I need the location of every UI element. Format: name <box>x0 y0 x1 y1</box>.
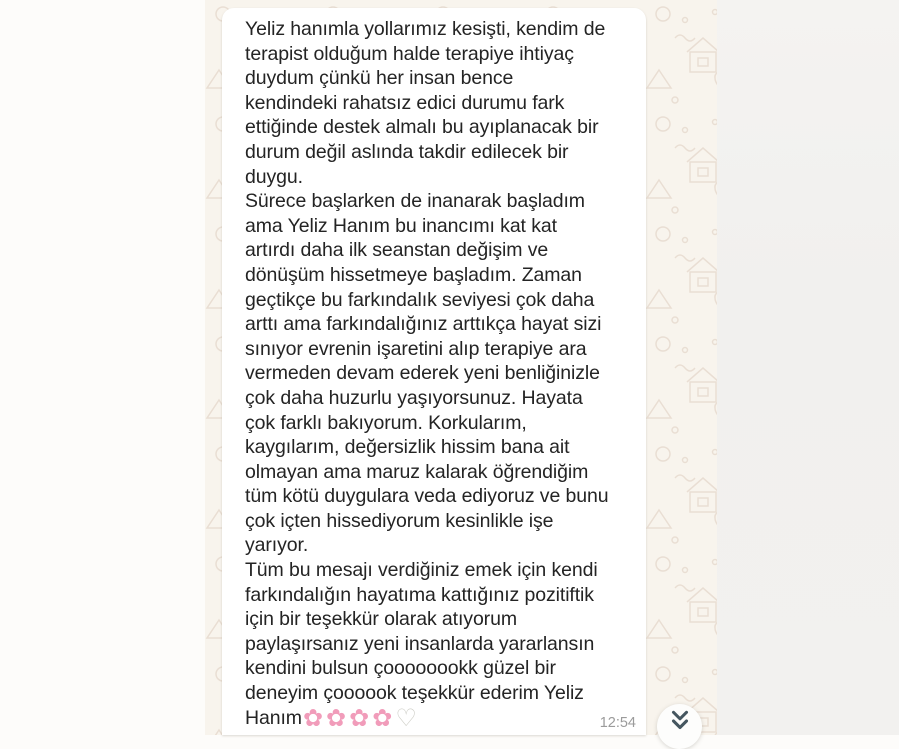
message-line-text: duygu. <box>245 165 303 188</box>
message-line-text: çok farklı bakıyorum. Korkularım, <box>245 411 527 434</box>
message-line-text: tüm kötü duygulara veda ediyoruz ve bunu <box>245 485 609 508</box>
message-line-text: için bir teşekkür olarak atıyorum <box>245 608 517 631</box>
message-line <box>245 533 640 558</box>
message-line <box>245 140 640 165</box>
message-line-text: olmayan ama maruz kalarak öğrendiğim <box>245 460 589 483</box>
message-line-text: kendindeki rahatsız edici durumu fark <box>245 91 565 114</box>
message-line-text: Yeliz hanımla yollarımız kesişti, kendim de <box>245 18 606 40</box>
message-bubble[interactable] <box>222 8 646 735</box>
message-line <box>245 189 640 214</box>
message-line-text: Sürece başlarken de inanarak başladım <box>245 190 585 213</box>
message-line-text: artırdı daha ilk seanstan değişim ve <box>245 239 549 262</box>
message-line <box>245 91 640 116</box>
message-line-text: yarıyor. <box>245 534 309 557</box>
message-line <box>245 361 640 386</box>
message-line-text: Hanım <box>245 706 302 729</box>
message-line-text: kaygılarım, değersizlik hissim bana ait <box>245 436 570 459</box>
message-line <box>245 607 640 632</box>
message-line-text: ettiğinde destek almalı bu ayıplanacak bir <box>245 116 599 139</box>
chevron-double-down-icon <box>667 708 693 734</box>
message-line <box>245 165 640 190</box>
message-line-text: çok içten hissediyorum kesinlikle işe <box>245 509 554 532</box>
message-line-text: duydum çünkü her insan bence <box>245 67 514 90</box>
message-timestamp: 12:54 <box>599 715 636 731</box>
message-line <box>245 263 640 288</box>
right-margin-area <box>717 0 899 735</box>
message-line <box>245 312 640 337</box>
message-line-text: kendini bulsun çoooooookk güzel bir <box>245 657 556 680</box>
message-line-text: geçtikçe bu farkındalık seviyesi çok daha <box>245 288 595 311</box>
message-line-text: dönüşüm hissetmeye başladım. Zaman <box>245 263 582 286</box>
message-line-text: sınıyor evrenin işaretini alıp terapiye ara <box>245 337 587 360</box>
message-line <box>245 42 640 67</box>
white-heart-emoji: ♡ <box>395 704 419 732</box>
message-line <box>245 460 640 485</box>
message-line-text: Tüm bu mesajı verdiğiniz emek için kendi <box>245 559 598 582</box>
message-line <box>245 337 640 362</box>
message-line-text: vermeden devam ederek yeni benliğinizle <box>245 362 600 385</box>
message-line-text: durum değil aslında takdir edilecek bir <box>245 140 569 163</box>
message-line <box>245 238 640 263</box>
message-line <box>245 558 640 583</box>
message-line-text: arttı ama farkındalığınız arttıkça hayat sizi <box>245 313 602 336</box>
message-line <box>245 411 640 436</box>
message-line <box>245 583 640 608</box>
cherry-blossom-emoji: ✿ <box>349 704 372 732</box>
cherry-blossom-emoji: ✿ <box>302 704 326 732</box>
cherry-blossom-emoji: ✿ <box>326 704 349 732</box>
message-line <box>245 386 640 411</box>
message-line-text: çok daha huzurlu yaşıyorsunuz. Hayata <box>245 386 583 409</box>
message-line-text: deneyim çoooook teşekkür ederim Yeliz <box>245 682 584 705</box>
message-line <box>245 484 640 509</box>
message-line <box>245 632 640 657</box>
message-line <box>245 66 640 91</box>
message-text <box>222 8 646 730</box>
message-line-text: farkındalığın hayatıma kattığınız pozitiftik <box>245 583 594 606</box>
message-line <box>245 681 640 706</box>
message-line <box>245 435 640 460</box>
message-line <box>245 17 640 42</box>
message-line <box>245 288 640 313</box>
cherry-blossom-emoji: ✿ <box>372 704 395 732</box>
message-line-text: ama Yeliz Hanım bu inancımı kat kat <box>245 214 557 237</box>
message-line <box>245 509 640 534</box>
message-line-text: paylaşırsanız yeni insanlarda yararlansın <box>245 632 595 655</box>
message-line <box>245 656 640 681</box>
message-line <box>245 115 640 140</box>
message-line-text: terapist olduğum halde terapiye ihtiyaç <box>245 42 574 65</box>
scroll-to-bottom-button[interactable] <box>657 704 702 749</box>
message-line <box>245 706 640 731</box>
message-line <box>245 214 640 239</box>
